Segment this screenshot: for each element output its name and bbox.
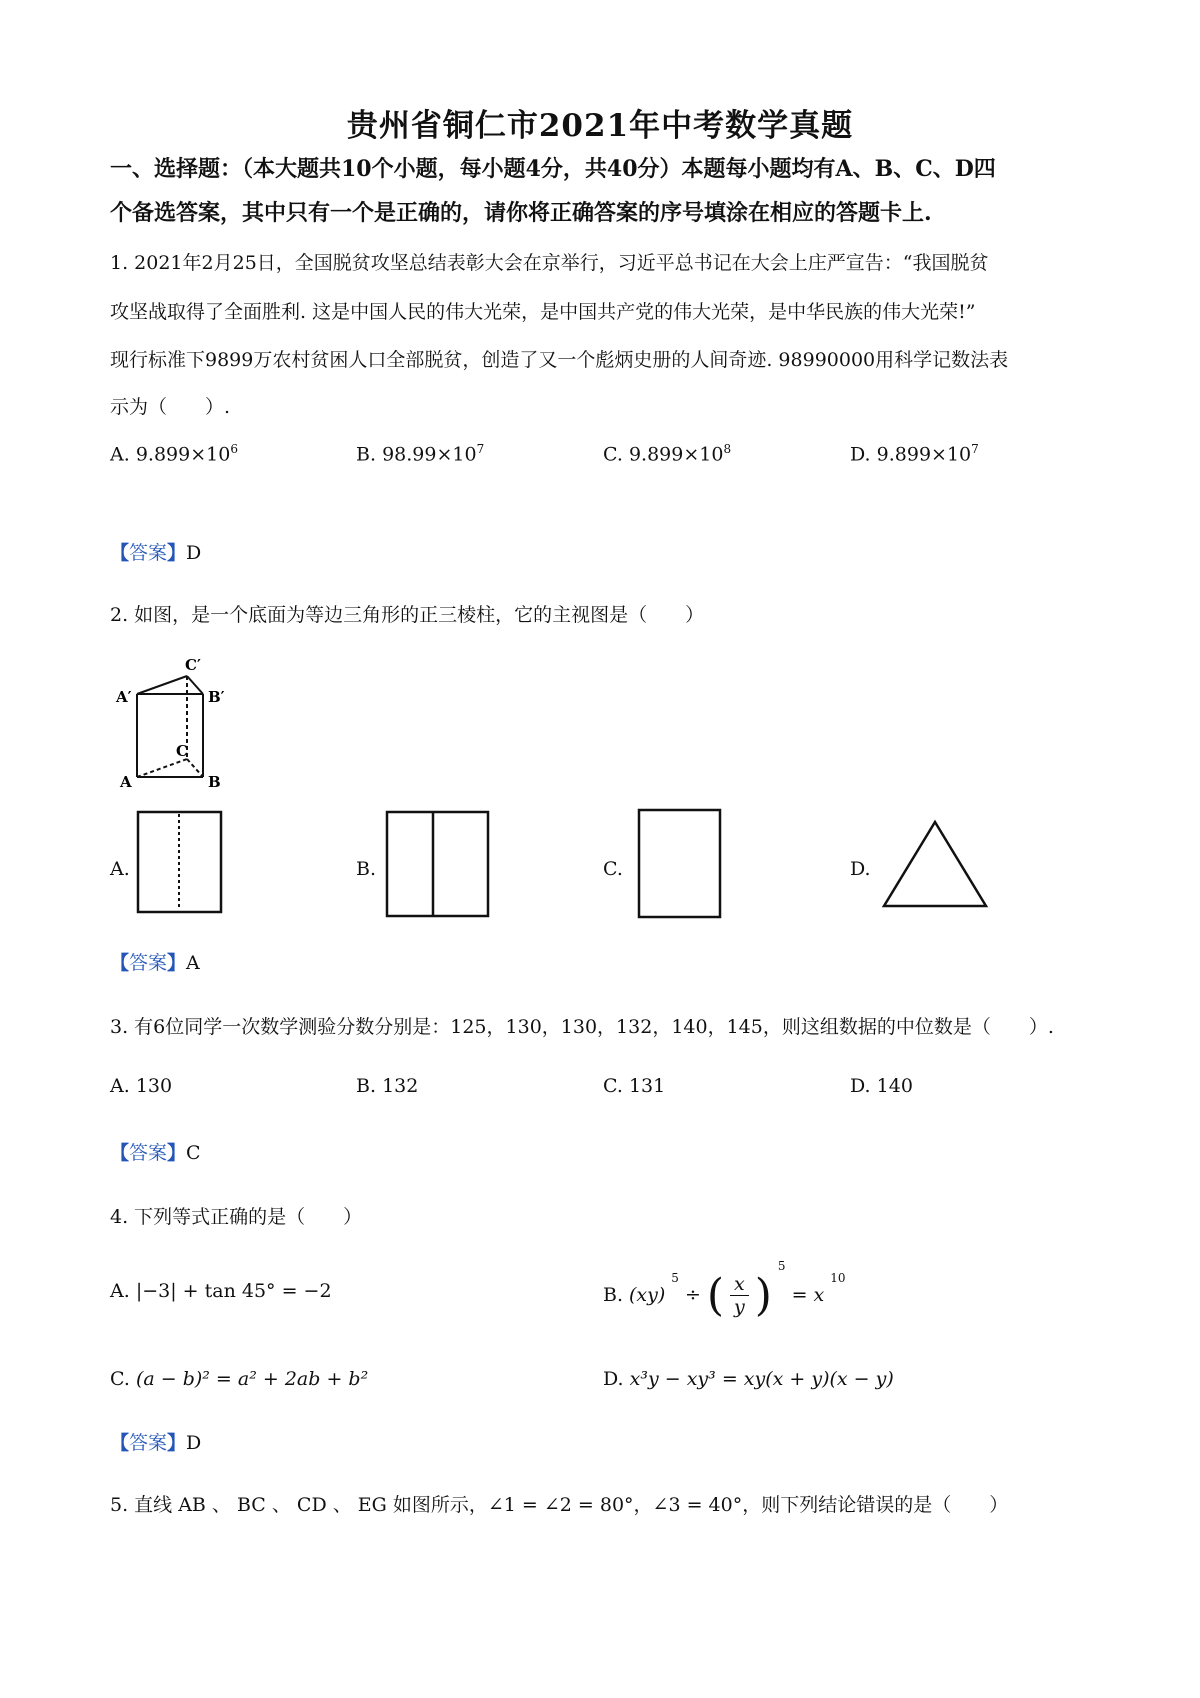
option-value: 98.99×10 (382, 443, 477, 466)
option-letter: C. (603, 1075, 623, 1097)
option-letter: D. (603, 1368, 624, 1390)
q1-option-d (850, 442, 979, 465)
section-header-line-1: 一、选择题：（本大题共10个小题，每小题4分，共40分）本题每小题均有A、B、C、D四 (110, 156, 996, 182)
q2-line-1: 2. 如图，是一个底面为等边三角形的正三棱柱，它的主视图是（ ） (110, 604, 705, 626)
page-title: 贵州省铜仁市2021年中考数学真题 (346, 108, 854, 144)
q3-option-b (356, 1075, 418, 1097)
q4-option-c (110, 1368, 368, 1390)
option-letter: C. (603, 443, 623, 466)
answer-label: 答案 (129, 542, 168, 564)
option-value: 132 (382, 1075, 419, 1097)
option-formula-part1: (xy) (629, 1284, 666, 1306)
option-exponent: 8 (723, 442, 732, 456)
q2-option-d-figure (880, 818, 990, 910)
option-formula: (a − b)² = a² + 2ab + b² (135, 1368, 369, 1390)
q4-option-a (110, 1280, 332, 1302)
q1-line-2: 攻坚战取得了全面胜利. 这是中国人民的伟大光荣，是中国共产党的伟大光荣，是中华民族的伟大光荣!” (110, 301, 976, 323)
q4-line-1: 4. 下列等式正确的是（ ） (110, 1206, 363, 1228)
option-fraction (730, 1273, 749, 1318)
option-exponent: 7 (476, 442, 485, 456)
q2-option-d-letter: D. (850, 858, 871, 880)
section-header-line-2: 个备选答案，其中只有一个是正确的，请你将正确答案的序号填涂在相应的答题卡上. (110, 200, 932, 226)
q3-option-a (110, 1075, 172, 1097)
option-letter: A. (110, 443, 130, 466)
q3-option-c (603, 1075, 665, 1097)
option-exponent: 6 (230, 442, 238, 456)
option-letter: B. (356, 1075, 377, 1097)
answer-label: 答案 (129, 952, 168, 974)
answer-value: A (186, 952, 200, 974)
option-letter: A. (110, 1075, 130, 1097)
fraction-numerator: x (730, 1273, 749, 1296)
answer-value: C (186, 1142, 201, 1164)
option-formula: |−3| + tan 45° = −2 (135, 1280, 332, 1302)
option-exponent-1: 5 (671, 1271, 679, 1285)
q2-option-c-figure (637, 808, 723, 920)
option-divide: ÷ (684, 1284, 701, 1306)
q2-option-a-letter: A. (110, 858, 130, 880)
q2-option-b-letter: B. (356, 858, 377, 880)
q1-line-1: 1. 2021年2月25日，全国脱贫攻坚总结表彰大会在京举行，习近平总书记在大会上庄严宣告：“我国脱贫 (110, 252, 989, 274)
answer-label: 答案 (129, 1432, 168, 1454)
prism-label-c: C (176, 742, 188, 760)
q2-option-b-figure (385, 810, 491, 920)
q1-answer: 【答案】D (110, 542, 202, 564)
option-letter: B. (603, 1284, 624, 1306)
q2-option-a-figure (136, 810, 226, 916)
option-value: 9.899×10 (135, 443, 231, 466)
option-value: 140 (876, 1075, 913, 1097)
q2-option-c-letter: C. (603, 858, 623, 880)
q4-option-d (603, 1368, 894, 1390)
option-letter: A. (110, 1280, 130, 1302)
prism-label-a: A (120, 773, 132, 791)
prism-figure (110, 656, 250, 792)
q3-line-1: 3. 有6位同学一次数学测验分数分别是：125，130，130，132，140，145，则这组数据的中位数是（ ）. (110, 1016, 1054, 1038)
q3-answer: 【答案】C (110, 1142, 201, 1164)
option-value: 9.899×10 (628, 443, 724, 466)
prism-label-b-prime: B′ (208, 688, 225, 706)
q1-option-c (603, 442, 731, 465)
option-letter: B. (356, 443, 377, 466)
option-letter: D. (850, 1075, 871, 1097)
prism-label-b: B (208, 773, 221, 791)
answer-value: D (186, 542, 202, 564)
q4-option-b: B. (xy) $^5$ ÷ ( $\frac{x}{y}$ ) $^5$ = x $^{10}$ (603, 1259, 846, 1321)
q1-option-b (356, 442, 484, 465)
option-formula: x³y − xy³ = xy(x + y)(x − y) (629, 1368, 894, 1390)
option-exponent-2: 5 (777, 1259, 786, 1273)
option-value: 9.899×10 (876, 443, 972, 466)
option-letter: C. (110, 1368, 130, 1390)
option-value: 130 (135, 1075, 173, 1097)
option-exponent-3: 10 (830, 1271, 846, 1285)
q2-answer: 【答案】A (110, 952, 200, 974)
option-letter: D. (850, 443, 871, 466)
answer-label: 答案 (129, 1142, 168, 1164)
prism-label-a-prime: A′ (116, 688, 132, 706)
q4-answer: 【答案】D (110, 1432, 202, 1454)
q1-option-a (110, 442, 238, 465)
prism-label-c-prime: C′ (185, 656, 201, 674)
answer-value: D (186, 1432, 202, 1454)
option-exponent: 7 (971, 442, 979, 456)
q1-line-4: 示为（ ）. (110, 396, 231, 418)
q3-option-d (850, 1075, 913, 1097)
option-value: 131 (628, 1075, 666, 1097)
q1-line-3: 现行标准下9899万农村贫困人口全部脱贫，创造了又一个彪炳史册的人间奇迹. 98990000用科学记数法表 (110, 349, 1009, 371)
fraction-denominator: y (734, 1295, 745, 1318)
q5-line-1: 5. 直线 AB 、 BC 、 CD 、 EG 如图所示，∠1 = ∠2 = 80°，∠3 = 40°，则下列结论错误的是（ ） (110, 1494, 1009, 1516)
option-formula-rhs: = x (791, 1284, 825, 1306)
